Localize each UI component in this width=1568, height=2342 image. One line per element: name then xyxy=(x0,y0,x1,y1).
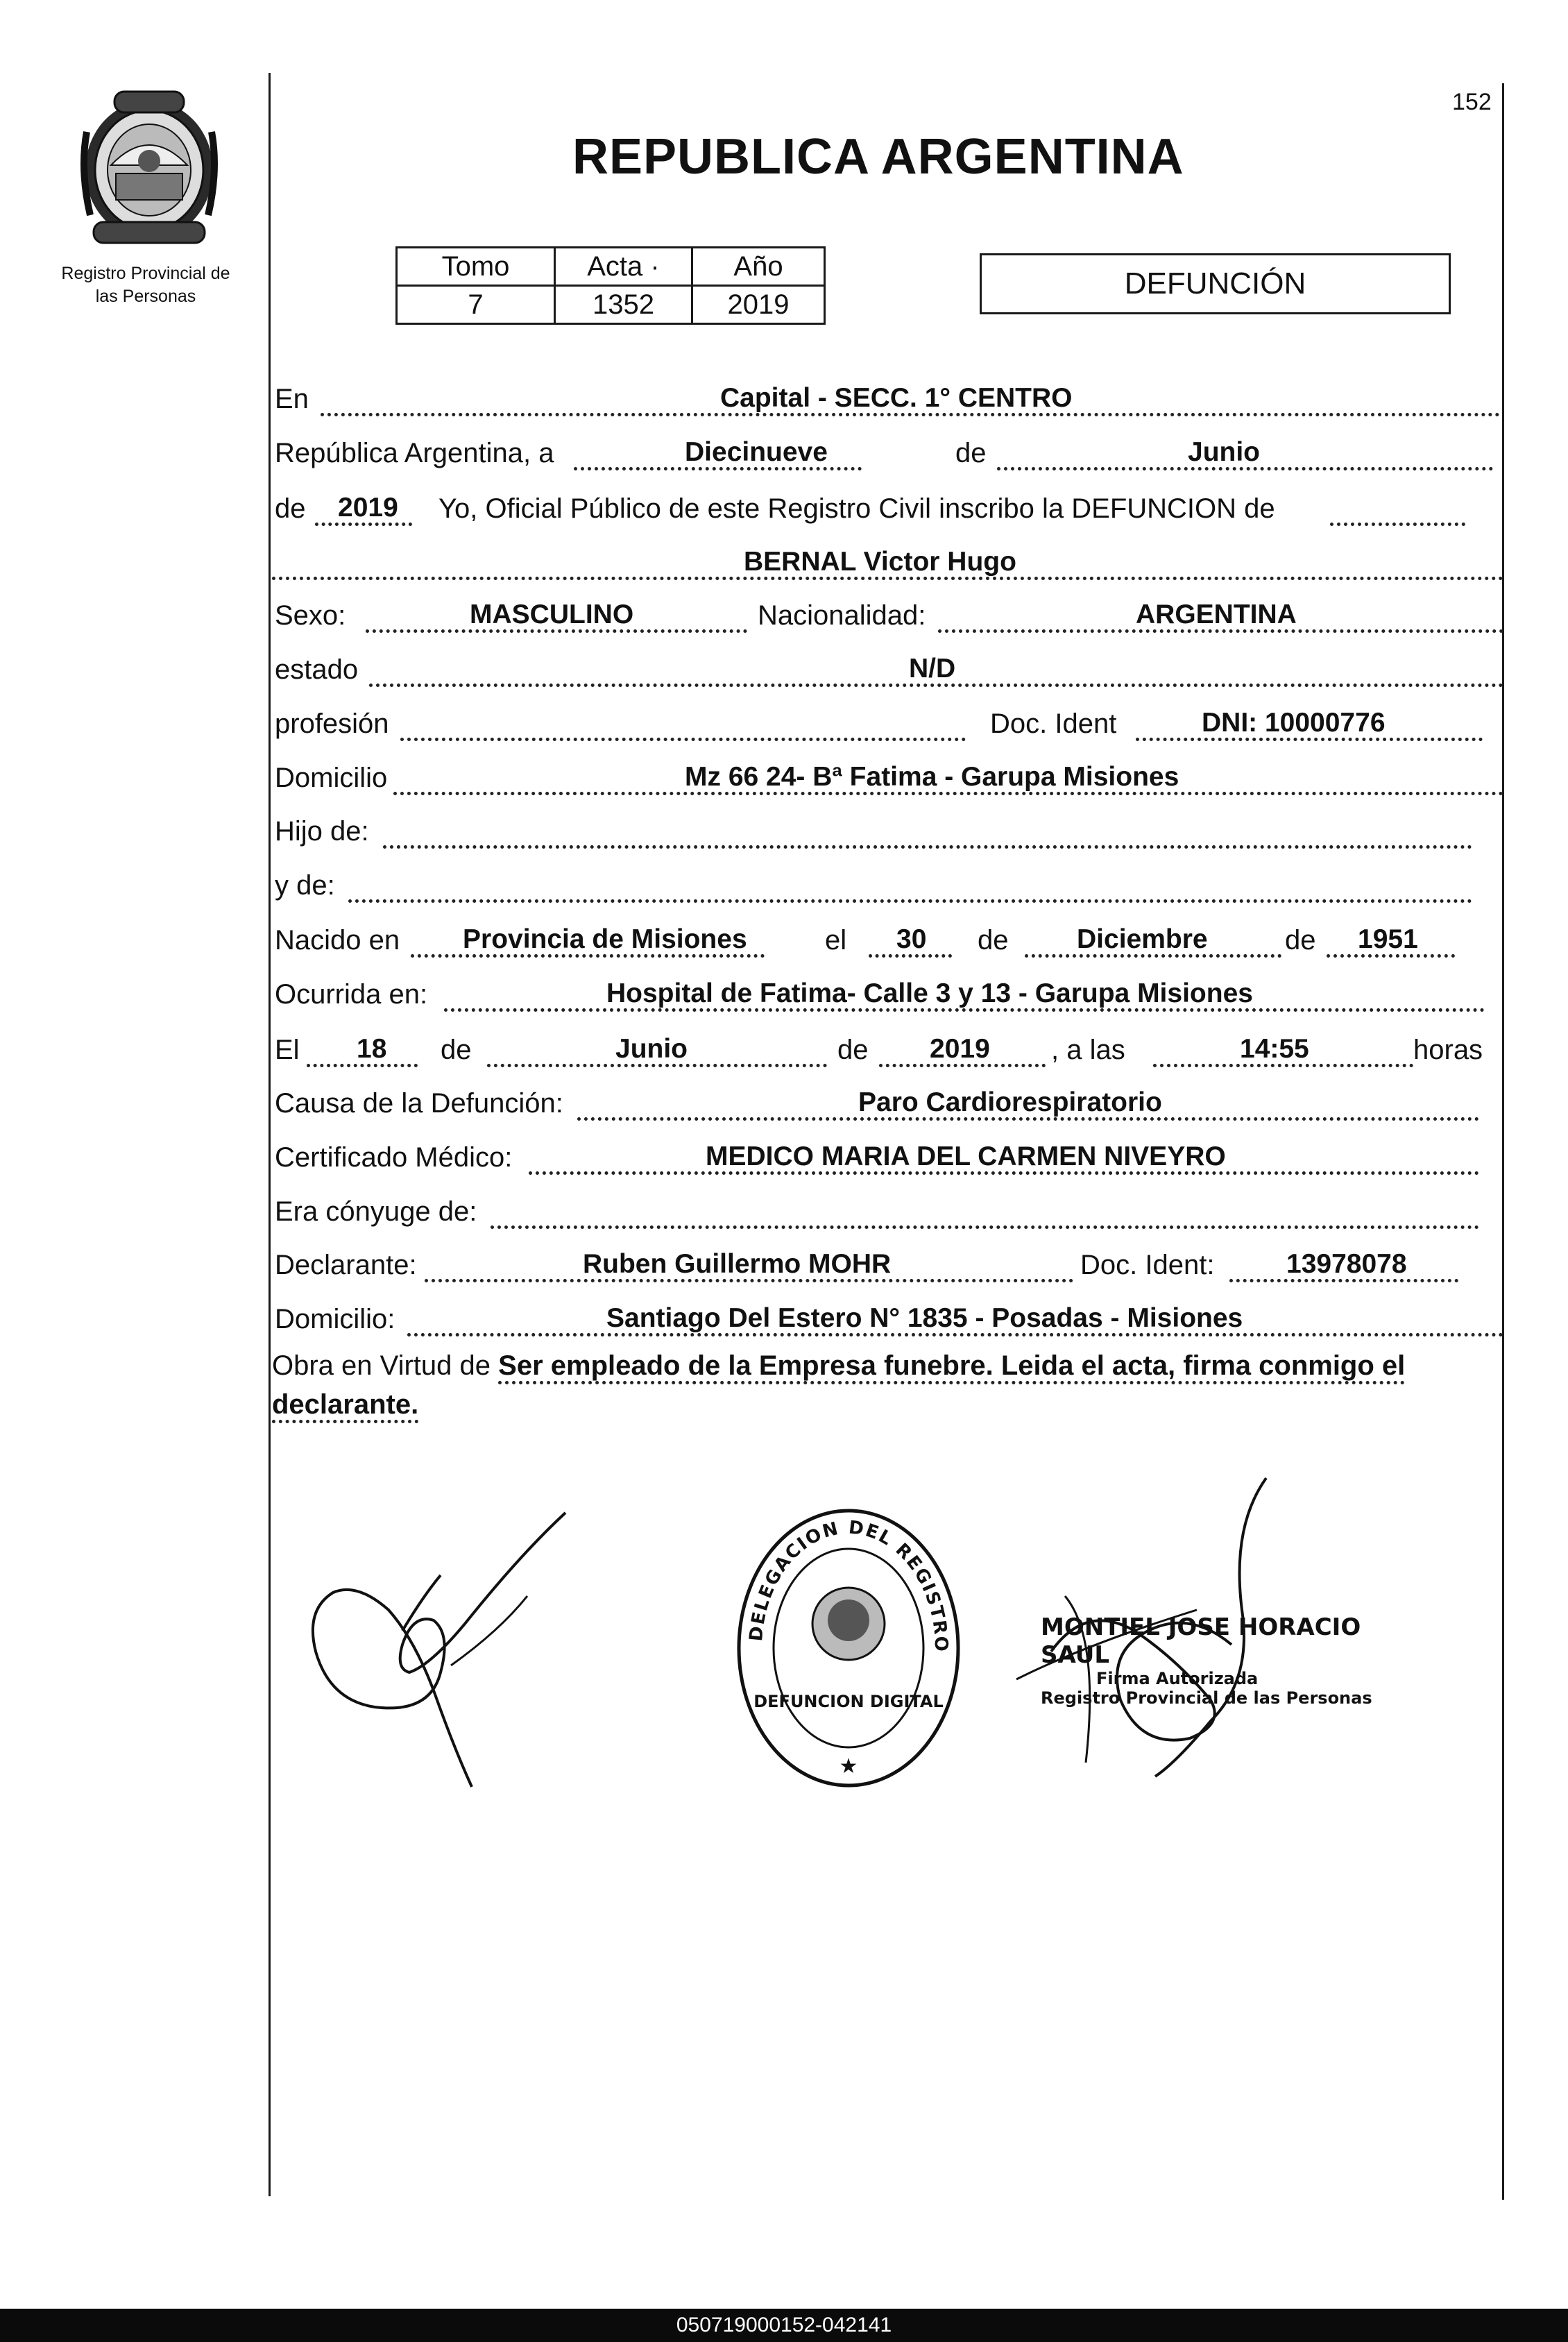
de-label-1: de xyxy=(955,438,987,468)
registry-caption xyxy=(28,262,264,307)
profesion-label: profesión xyxy=(275,708,389,739)
nacido-anio: 1951 xyxy=(1358,924,1418,954)
row-fecha-inscripcion xyxy=(272,429,1503,475)
stamp-seal-icon xyxy=(734,1506,963,1790)
row-ocurrida xyxy=(272,970,1503,1016)
table-value-row xyxy=(397,286,825,324)
row-nacido xyxy=(272,916,1503,962)
estado-label: estado xyxy=(275,654,359,685)
ocurrida-value: Hospital de Fatima- Calle 3 y 13 - Garupa Misiones xyxy=(606,978,1253,1008)
de-label-5: de xyxy=(441,1035,472,1065)
dia-palabras: Diecinueve xyxy=(685,437,828,467)
conyuge-label: Era cónyuge de: xyxy=(275,1196,477,1227)
doc-value: DNI: 10000776 xyxy=(1202,708,1386,738)
yde-label: y de: xyxy=(275,870,335,901)
tomo-acta-anio-table xyxy=(395,246,826,325)
row-en xyxy=(272,375,1503,421)
header-anio: Año xyxy=(692,248,825,286)
value-tomo: 7 xyxy=(397,286,555,324)
page-number: 152 xyxy=(1452,89,1492,115)
domicilio2-label: Domicilio: xyxy=(275,1304,395,1334)
hijo-label: Hijo de: xyxy=(275,816,369,847)
header-tomo: Tomo xyxy=(397,248,555,286)
registry-caption-line2: las Personas xyxy=(95,286,196,306)
footer-code-strip: 050719000152-042141 xyxy=(0,2309,1568,2342)
stamp-star-icon: ★ xyxy=(839,1754,858,1779)
hijo-dotted-line xyxy=(383,811,1472,849)
profesion-dotted-line xyxy=(400,703,966,741)
value-anio: 2019 xyxy=(692,286,825,324)
signer-role: Firma Autorizada xyxy=(1096,1669,1259,1688)
en-value: Capital - SECC. 1° CENTRO xyxy=(720,383,1073,413)
declarante-value: Ruben Guillermo MOHR xyxy=(583,1249,892,1279)
registry-caption-line1: Registro Provincial de xyxy=(61,264,230,283)
declarante-label: Declarante: xyxy=(275,1250,417,1280)
oficial-text: Yo, Oficial Público de este Registro Civil inscribo la DEFUNCION de xyxy=(438,493,1275,524)
declarante-signature xyxy=(291,1492,583,1790)
row-causa xyxy=(272,1079,1503,1125)
yde-dotted-line xyxy=(348,865,1472,903)
nacionalidad-value: ARGENTINA xyxy=(1136,600,1297,629)
de-label-6: de xyxy=(837,1035,869,1065)
oficial-dotted-line xyxy=(1330,488,1465,526)
doc2-label: Doc. Ident: xyxy=(1080,1250,1215,1280)
row-nombre xyxy=(272,538,1503,584)
value-acta: 1352 xyxy=(555,286,692,324)
obra-label: Obra en Virtud de xyxy=(272,1350,491,1381)
alas-label: , a las xyxy=(1051,1035,1125,1065)
doc2-value: 13978078 xyxy=(1286,1249,1407,1279)
horas-label: horas xyxy=(1413,1035,1483,1065)
row-hijo-de xyxy=(272,807,1503,853)
nacido-mes: Diciembre xyxy=(1077,924,1208,954)
estado-value: N/D xyxy=(909,654,956,684)
anio-inscripcion: 2019 xyxy=(338,493,398,523)
row-domicilio xyxy=(272,754,1503,799)
de-label-2: de xyxy=(275,493,306,524)
row-domicilio-declarante xyxy=(272,1295,1503,1341)
domicilio-label: Domicilio xyxy=(275,763,388,793)
stamp-inner-text: DEFUNCION DIGITAL xyxy=(753,1692,944,1711)
row-conyuge xyxy=(272,1187,1503,1233)
row-y-de xyxy=(272,861,1503,907)
sexo-value: MASCULINO xyxy=(470,600,634,629)
nacionalidad-label: Nacionalidad: xyxy=(758,600,926,631)
row-declarante xyxy=(272,1241,1503,1287)
signer-office: Registro Provincial de las Personas xyxy=(1041,1688,1372,1708)
row-profesion xyxy=(272,699,1503,745)
certificado-value: MEDICO MARIA DEL CARMEN NIVEYRO xyxy=(706,1142,1226,1171)
nacido-dia: 30 xyxy=(896,924,927,954)
row-sexo xyxy=(272,591,1503,637)
sexo-label: Sexo: xyxy=(275,600,346,631)
domicilio2-value: Santiago Del Estero N° 1835 - Posadas - Misiones xyxy=(606,1303,1243,1333)
mes-inscripcion: Junio xyxy=(1188,437,1260,467)
signer-name: MONTIEL JOSE HORACIO SAUL xyxy=(1041,1613,1361,1669)
row-certificado xyxy=(272,1133,1503,1179)
causa-label: Causa de la Defunción: xyxy=(275,1088,563,1119)
certificado-label: Certificado Médico: xyxy=(275,1142,513,1173)
official-signature-text xyxy=(1041,1613,1374,1708)
obra-value: Ser empleado de la Empresa funebre. Leida el acta, firma conmigo el declarante. xyxy=(272,1350,1405,1423)
ocurrida-label: Ocurrida en: xyxy=(275,979,428,1010)
stamp-outer-text: DELEGACION DEL REGISTRO xyxy=(745,1517,952,1654)
row-oficial xyxy=(272,484,1503,530)
header-acta: Acta · xyxy=(555,248,692,286)
nacido-lugar: Provincia de Misiones xyxy=(463,924,747,954)
page-title: REPUBLICA ARGENTINA xyxy=(572,129,1184,185)
muerte-dia: 18 xyxy=(357,1034,387,1064)
de-label-4: de xyxy=(1285,925,1316,956)
obra-en-virtud xyxy=(272,1346,1507,1424)
de-label-3: de xyxy=(978,925,1009,956)
official-stamp xyxy=(734,1506,963,1790)
record-type-box: DEFUNCIÓN xyxy=(980,253,1451,314)
el-label: el xyxy=(825,925,847,956)
en-label: En xyxy=(275,384,309,414)
row-fecha-defuncion xyxy=(272,1026,1503,1071)
muerte-anio: 2019 xyxy=(930,1034,990,1064)
nombre-fallecido: BERNAL Victor Hugo xyxy=(744,547,1016,577)
conyuge-dotted-line xyxy=(491,1191,1479,1229)
row-estado xyxy=(272,645,1503,691)
el2-label: El xyxy=(275,1035,300,1065)
causa-value: Paro Cardiorespiratorio xyxy=(858,1087,1162,1117)
republica-label: República Argentina, a xyxy=(275,438,554,468)
muerte-mes: Junio xyxy=(615,1034,688,1064)
doc-label: Doc. Ident xyxy=(990,708,1117,739)
hora-value: 14:55 xyxy=(1240,1034,1309,1064)
domicilio-value: Mz 66 24- Bª Fatima - Garupa Misiones xyxy=(685,762,1179,792)
left-margin-line xyxy=(269,73,271,2196)
nacido-label: Nacido en xyxy=(275,925,400,956)
registry-logo xyxy=(73,83,225,250)
provincia-misiones-seal-icon xyxy=(73,83,225,250)
table-header-row xyxy=(397,248,825,286)
